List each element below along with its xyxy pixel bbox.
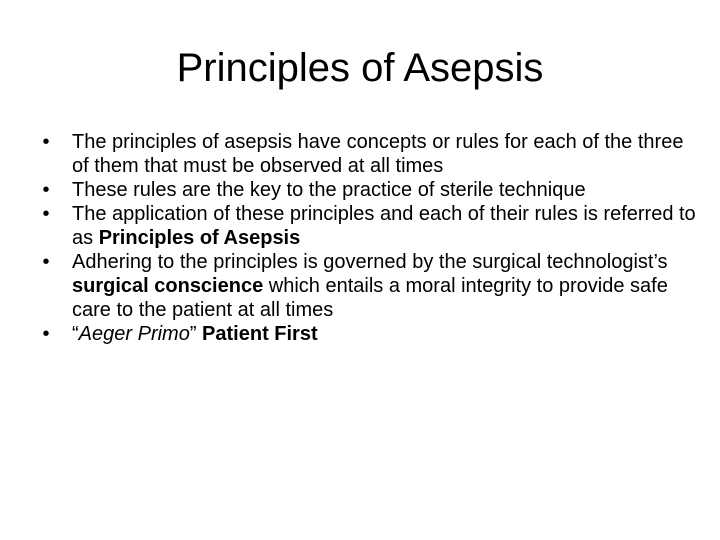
quote-open: “: [72, 323, 79, 345]
bullet-icon: •: [42, 251, 50, 273]
list-item: [36, 202, 696, 250]
bullet-text: The application of these principles and each of their rules is referred to as: [72, 203, 696, 249]
bullet-icon: •: [42, 323, 50, 345]
list-item: [36, 250, 696, 322]
latin-motto: Aeger Primo: [78, 323, 190, 345]
list-item: [36, 130, 696, 178]
bullet-text: Adhering to the principles is governed by the surgical technologist’s: [72, 251, 668, 273]
bullet-icon: •: [42, 179, 50, 201]
bullet-emphasis: Principles of Asepsis: [98, 227, 301, 249]
bullet-icon: •: [42, 203, 50, 225]
slide-title: Principles of Asepsis: [176, 46, 544, 90]
bullet-text: The principles of asepsis have concepts or rules for each of the three of them that must be observed at all times: [72, 131, 684, 177]
bullet-icon: •: [42, 131, 50, 153]
bullet-list: [36, 130, 696, 346]
bullet-emphasis: surgical conscience: [72, 275, 264, 297]
motto-translation: Patient First: [202, 323, 318, 345]
list-item: [36, 322, 696, 346]
bullet-text-continued: which entails a moral integrity to provide safe care to the patient at all times: [72, 275, 668, 321]
list-item: [36, 178, 696, 202]
quote-close: ”: [189, 323, 203, 345]
bullet-text: These rules are the key to the practice of sterile technique: [72, 179, 586, 201]
